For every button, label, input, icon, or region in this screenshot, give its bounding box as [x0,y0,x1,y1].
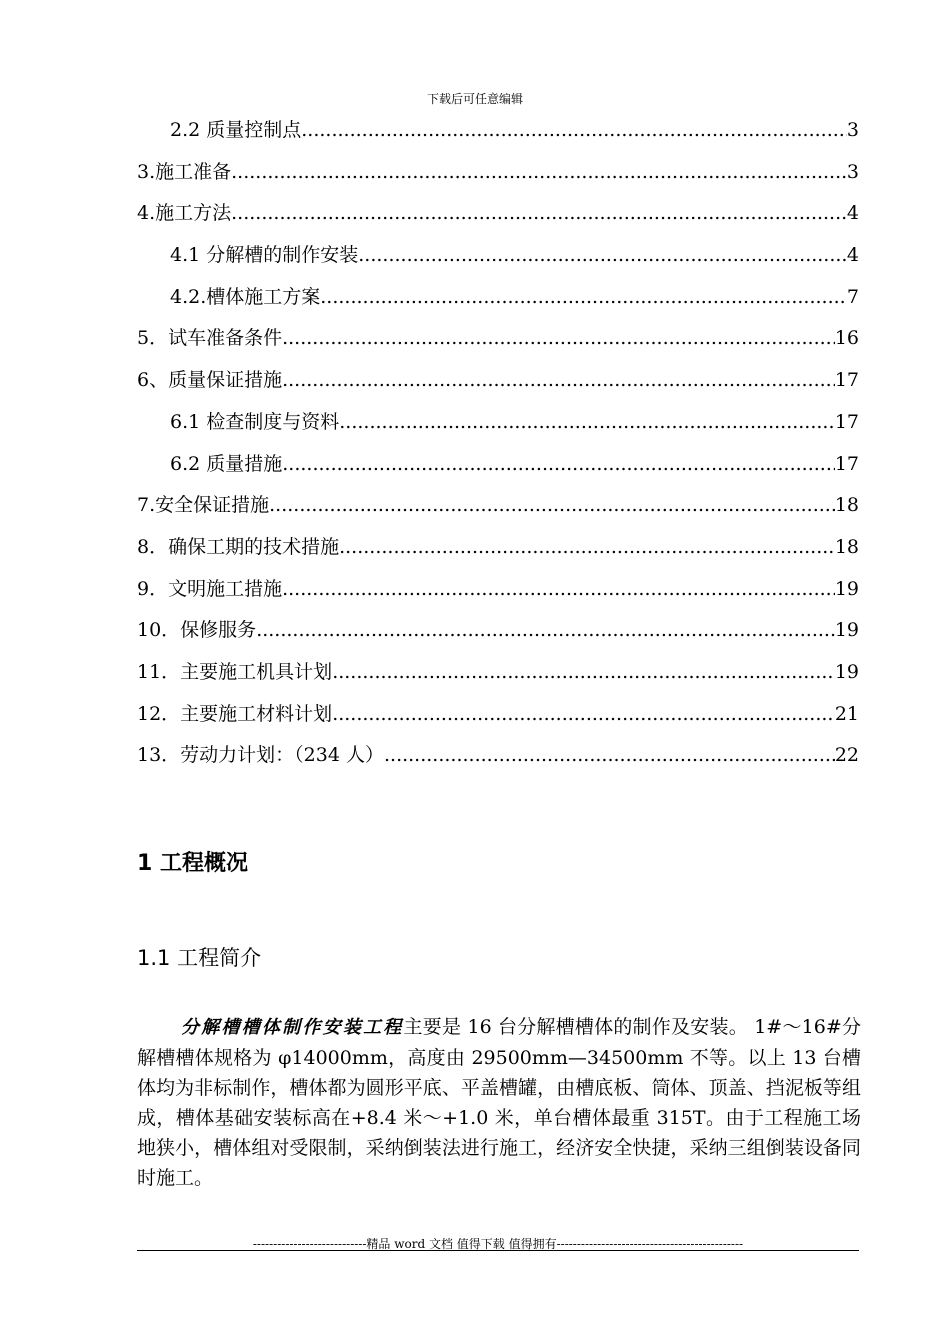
section-heading: 1 工程概况 [137,851,248,876]
toc-entry[interactable] [137,154,859,196]
toc-entry[interactable] [137,737,859,779]
paragraph-emphasis: 分解槽槽体制作安装工程 [181,1017,404,1038]
toc-entry-page: 16 [834,327,859,350]
toc-entry-title: 6.1 检查制度与资料 [170,410,340,433]
toc-dot-leader [358,237,847,273]
subsection-heading: 1.1 工程简介 [137,946,262,970]
toc-entry-page: 17 [834,369,859,392]
toc-entry[interactable] [137,362,859,404]
toc-entry[interactable] [137,320,859,362]
toc-entry[interactable] [137,446,859,488]
toc-entry-page: 18 [834,494,859,517]
toc-entry[interactable] [137,404,859,446]
toc-dot-leader [282,320,835,356]
body-paragraph [137,1012,861,1193]
toc-entry-page: 17 [834,410,859,433]
toc-dot-leader [339,529,835,565]
toc-dot-leader [332,696,835,732]
toc-entry-title: 10．保修服务 [137,619,257,642]
toc-entry[interactable] [137,529,859,571]
toc-entry-title: 2.2 质量控制点 [170,119,302,141]
toc-entry-title: 7.安全保证措施 [137,494,270,517]
toc-dot-leader [269,487,835,523]
toc-entry[interactable] [137,279,859,321]
toc-dot-leader [282,362,835,398]
toc-dot-leader [282,446,835,482]
toc-entry-title: 13．劳动力计划：（234 人） [137,744,384,767]
toc-entry-page: 19 [834,660,859,683]
toc-entry-title: 8．确保工期的技术措施 [137,535,340,558]
toc-entry[interactable] [137,696,859,738]
toc-dot-leader [256,612,835,648]
toc-entry-page: 7 [846,285,859,308]
toc-entry[interactable] [137,571,859,613]
page-footer: ----------------------------精品 word 文档 值得下载 值得拥有---------------------------------------------- [252,1237,744,1251]
toc-entry-title: 6、质量保证措施 [137,369,283,392]
toc-entry-title: 11．主要施工机具计划 [137,660,333,683]
toc-entry-page: 3 [846,160,859,183]
toc-entry-title: 4.施工方法 [137,202,232,225]
toc-dot-leader [339,404,835,440]
toc-dot-leader [384,737,835,773]
toc-entry-title: 4.2.槽体施工方案 [170,285,321,308]
toc-entry[interactable] [137,654,859,696]
toc-entry[interactable] [137,237,859,279]
toc-dot-leader [231,195,847,231]
toc-dot-leader [320,279,847,315]
toc-entry-page: 4 [846,244,859,267]
toc-entry-page: 4 [846,202,859,225]
toc-entry-title: 3.施工准备 [137,160,232,183]
toc-entry-page: 22 [834,744,859,767]
toc-dot-leader [282,571,835,607]
toc-entry-page: 18 [834,535,859,558]
toc-entry[interactable] [137,112,859,154]
toc-entry-title: 5．试车准备条件 [137,327,283,350]
paragraph-text: 主要是 16 台分解槽槽体的制作及安装。 1#～16#分解槽槽体规格为 φ14000mm，高度由 29500mm—34500mm 不等。以上 13 台槽体均为非标制作，槽体都为圆形平底、平盖槽罐，由槽底板、筒体、顶盖、挡泥板等组成，槽体基础安装标高在+8.4 米～+1.0 米，单台槽体最重 315T。由于工程施工场地狭小，槽体组对受限制，采纳倒装法进行施工，经济安全快捷，采纳三组倒装设备同时施工。 [137,1016,861,1189]
toc-entry-page: 21 [834,702,859,725]
toc-entry-title: 12．主要施工材料计划 [137,702,333,725]
toc-entry[interactable] [137,612,859,654]
toc-entry-page: 3 [846,119,859,141]
toc-entry[interactable] [137,487,859,529]
toc-dot-leader [231,154,847,190]
toc-dot-leader [332,654,835,690]
toc-entry[interactable] [137,195,859,237]
toc-entry-title: 4.1 分解槽的制作安装 [170,244,359,267]
table-of-contents [137,112,859,779]
page-header: 下载后可任意编辑 [426,92,523,106]
toc-entry-page: 17 [834,452,859,475]
toc-entry-page: 19 [834,619,859,642]
toc-entry-page: 19 [834,577,859,600]
toc-entry-title: 9．文明施工措施 [137,577,283,600]
toc-dot-leader [301,112,847,148]
footer-divider [137,1250,859,1251]
toc-entry-title: 6.2 质量措施 [170,452,283,475]
